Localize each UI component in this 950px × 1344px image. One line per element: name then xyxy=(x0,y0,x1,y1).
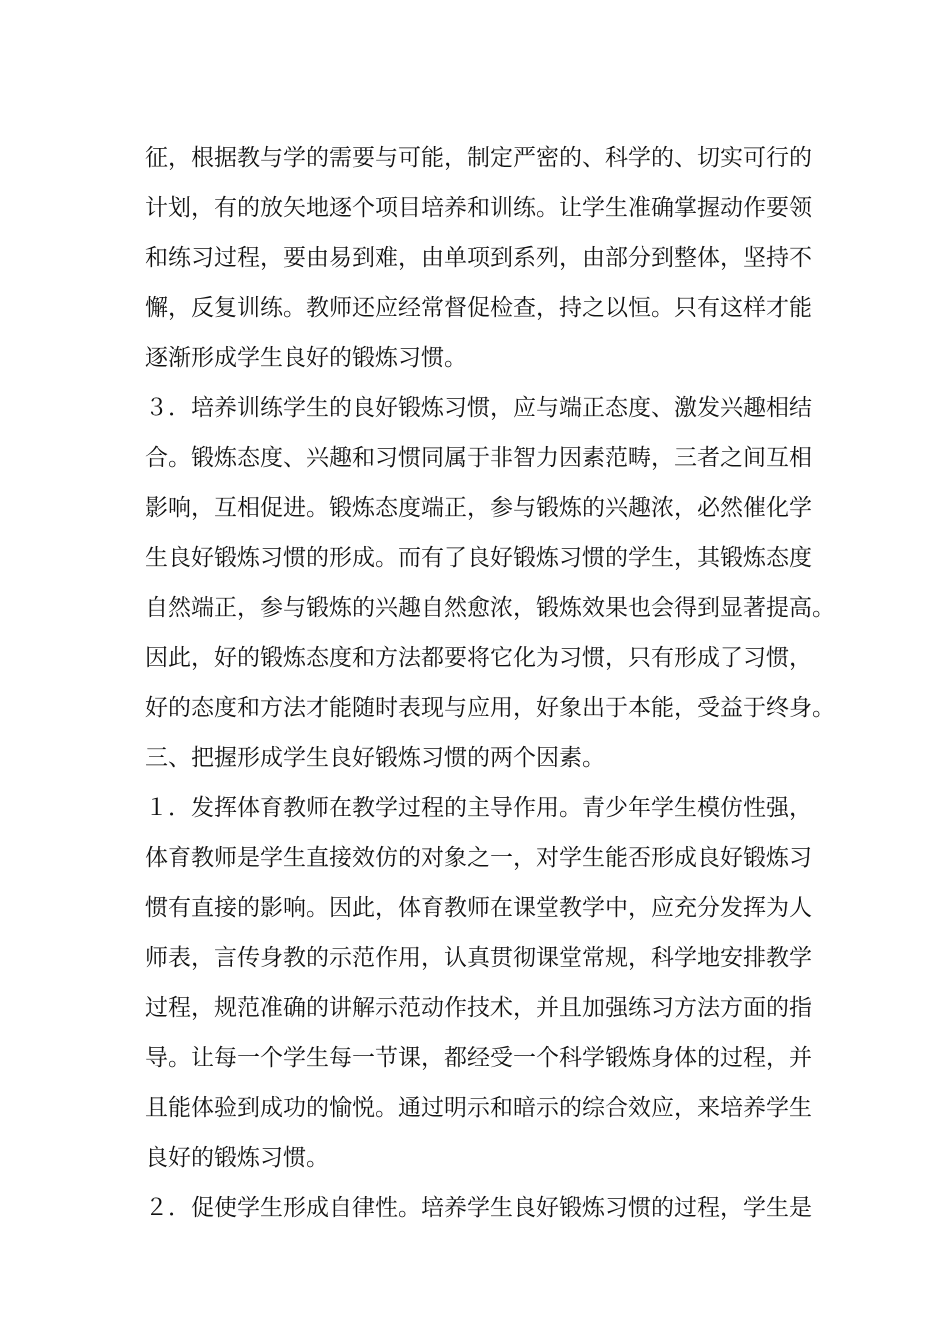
text-line: 好的态度和方法才能随时表现与应用，好象出于本能，受益于终身。 xyxy=(145,695,835,721)
text-line: 征，根据教与学的需要与可能，制定严密的、科学的、切实可行的 xyxy=(145,145,812,171)
text-line: ２．促使学生形成自律性。培养学生良好锻炼习惯的过程，学生是 xyxy=(145,1195,812,1221)
text-line: 合。锻炼态度、兴趣和习惯同属于非智力因素范畴，三者之间互相 xyxy=(145,445,812,471)
text-line: 导。让每一个学生每一节课，都经受一个科学锻炼身体的过程，并 xyxy=(145,1045,812,1071)
section-heading: 三、把握形成学生良好锻炼习惯的两个因素。 xyxy=(145,745,605,771)
text-line: 和练习过程，要由易到难，由单项到系列，由部分到整体，坚持不 xyxy=(145,245,812,271)
text-line: 且能体验到成功的愉悦。通过明示和暗示的综合效应，来培养学生 xyxy=(145,1095,812,1121)
text-line: 自然端正，参与锻炼的兴趣自然愈浓，锻炼效果也会得到显著提高。 xyxy=(145,595,835,621)
text-line: 懈，反复训练。教师还应经常督促检查，持之以恒。只有这样才能 xyxy=(145,295,812,321)
text-line: 逐渐形成学生良好的锻炼习惯。 xyxy=(145,345,467,371)
text-line: １．发挥体育教师在教学过程的主导作用。青少年学生模仿性强， xyxy=(145,795,812,821)
text-line: 生良好锻炼习惯的形成。而有了良好锻炼习惯的学生，其锻炼态度 xyxy=(145,545,812,571)
text-line: ３．培养训练学生的良好锻炼习惯，应与端正态度、激发兴趣相结 xyxy=(145,395,812,421)
text-line: 师表，言传身教的示范作用，认真贯彻课堂常规，科学地安排教学 xyxy=(145,945,812,971)
text-line: 过程，规范准确的讲解示范动作技术，并且加强练习方法方面的指 xyxy=(145,995,812,1021)
text-line: 体育教师是学生直接效仿的对象之一，对学生能否形成良好锻炼习 xyxy=(145,845,812,871)
text-line: 因此，好的锻炼态度和方法都要将它化为习惯，只有形成了习惯， xyxy=(145,645,812,671)
text-line: 良好的锻炼习惯。 xyxy=(145,1145,329,1171)
body-text xyxy=(145,133,835,1233)
text-line: 计划，有的放矢地逐个项目培养和训练。让学生准确掌握动作要领 xyxy=(145,195,812,221)
text-line: 影响，互相促进。锻炼态度端正，参与锻炼的兴趣浓，必然催化学 xyxy=(145,495,812,521)
text-line: 惯有直接的影响。因此，体育教师在课堂教学中，应充分发挥为人 xyxy=(145,895,812,921)
